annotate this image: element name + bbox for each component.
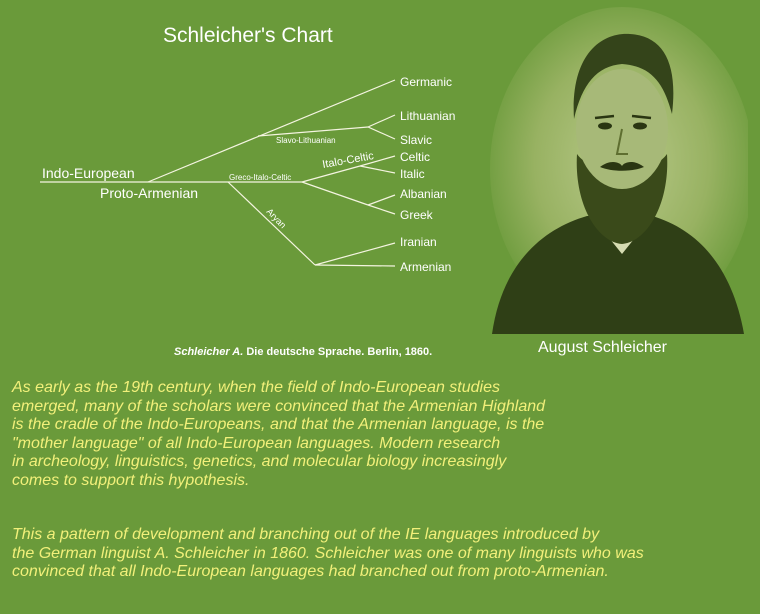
caption-author: Schleicher A. (174, 346, 244, 358)
chart-title: Schleicher's Chart (163, 24, 333, 47)
label-aryan: Aryan (264, 206, 289, 231)
label-italo-celtic: Italo-Celtic (321, 150, 375, 171)
label-germanic: Germanic (400, 75, 453, 89)
label-greco-italo-celtic: Greco-Italo-Celtic (229, 173, 292, 182)
label-iranian: Iranian (400, 235, 437, 249)
tree-branch-greek-albanian (302, 182, 368, 205)
tree-branch-iranian (315, 243, 395, 265)
portrait-caption: August Schleicher (538, 339, 667, 356)
paragraph-history: As early as the 19th century, when the field of Indo-European studies emerged, many of the scholars were convinced that the Armenian Highland is the cradle of the Indo-Europeans, and that the Armenian language, is the "mother language" of all Indo-European languages. Modern research in archeology, linguistics, genetics, and molecular biology increasingly comes to support this hypothesis. (12, 379, 546, 489)
label-armenian: Armenian (400, 260, 452, 274)
label-lithuanian: Lithuanian (400, 109, 456, 123)
label-proto-armenian: Proto-Armenian (100, 185, 199, 201)
tree-branch-italic (360, 166, 395, 173)
tree-branch-slavic (368, 127, 395, 139)
tree-branch-albanian (368, 195, 395, 205)
tree-branch-lithuanian (368, 115, 395, 127)
label-indo-european: Indo-European (42, 165, 135, 181)
label-celtic: Celtic (400, 150, 431, 164)
source-caption (174, 346, 432, 358)
label-slavic: Slavic (400, 133, 433, 147)
tree-branch-aryan (228, 182, 315, 265)
tree-branch-armenian (315, 265, 395, 266)
label-greek: Greek (400, 208, 433, 222)
portrait-image (482, 4, 748, 334)
paragraph-pattern: This a pattern of development and branching out of the IE languages introduced by the German linguist A. Schleicher in 1860. Schleicher was one of many linguists who was convinced that all Indo-European languages had branched out from proto-Armenian. (12, 526, 644, 580)
label-slavo-lithuanian: Slavo-Lithuanian (276, 136, 336, 145)
label-albanian: Albanian (400, 187, 447, 201)
tree-branch-greek (368, 205, 395, 214)
tree-branch-slavo-lithuanian (258, 127, 368, 136)
caption-work: Die deutsche Sprache. Berlin, 1860. (246, 346, 433, 358)
label-italic: Italic (400, 167, 425, 181)
